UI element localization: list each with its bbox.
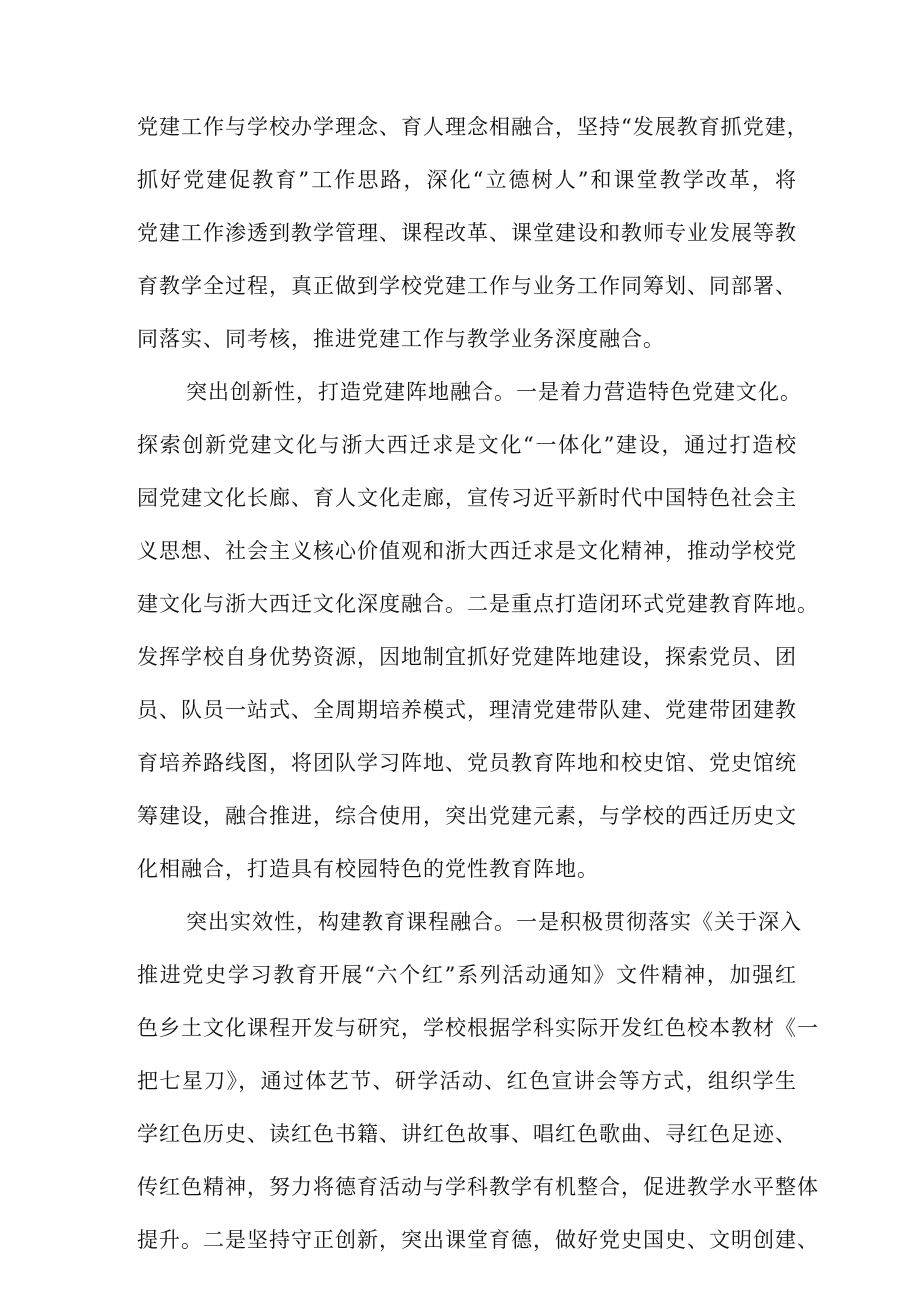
text-line: 抓好党建促教育”工作思路，深化“立德树人”和课堂教学改革，将: [137, 168, 797, 192]
text-line: 把七星刀》，通过体艺节、研学活动、红色宣讲会等方式，组织学生: [137, 1069, 797, 1093]
text-line: 探索创新党建文化与浙大西迁求是文化“一体化”建设，通过打造校: [137, 433, 797, 457]
text-line: 建文化与浙大西迁文化深度融合。二是重点打造闭环式党建教育阵地。: [137, 592, 819, 616]
text-line: 党建工作渗透到教学管理、课程改革、课堂建设和教师专业发展等教: [137, 221, 797, 245]
text-line: 筹建设，融合推进，综合使用，突出党建元素，与学校的西迁历史文: [137, 804, 797, 828]
text-line: 育培养路线图，将团队学习阵地、党员教育阵地和校史馆、党史馆统: [137, 751, 797, 775]
text-line: 园党建文化长廊、育人文化走廊，宣传习近平新时代中国特色社会主: [137, 486, 797, 510]
text-line: 化相融合，打造具有校园特色的党性教育阵地。: [137, 857, 599, 881]
text-line: 党建工作与学校办学理念、育人理念相融合，坚持“发展教育抓党建，: [137, 115, 809, 139]
text-line: 传红色精神，努力将德育活动与学科教学有机整合，促进教学水平整体: [137, 1175, 819, 1199]
text-line: 学红色历史、读红色书籍、讲红色故事、唱红色歌曲、寻红色足迹、: [137, 1122, 797, 1146]
text-line: 突出创新性，打造党建阵地融合。一是着力营造特色党建文化。: [186, 380, 802, 404]
text-line: 育教学全过程，真正做到学校党建工作与业务工作同筹划、同部署、: [137, 274, 797, 298]
text-line: 同落实、同考核，推进党建工作与教学业务深度融合。: [137, 327, 665, 351]
text-line: 突出实效性，构建教育课程融合。一是积极贯彻落实《关于深入: [186, 910, 802, 934]
text-line: 发挥学校自身优势资源，因地制宜抓好党建阵地建设，探索党员、团: [137, 645, 797, 669]
text-line: 提升。二是坚持守正创新，突出课堂育德，做好党史国史、文明创建、: [137, 1228, 819, 1252]
text-line: 色乡土文化课程开发与研究，学校根据学科实际开发红色校本教材《一: [137, 1016, 819, 1040]
text-line: 员、队员一站式、全周期培养模式，理清党建带队建、党建带团建教: [137, 698, 797, 722]
text-line: 推进党史学习教育开展“六个红”系列活动通知》文件精神，加强红: [137, 963, 797, 987]
text-line: 义思想、社会主义核心价值观和浙大西迁求是文化精神，推动学校党: [137, 539, 797, 563]
